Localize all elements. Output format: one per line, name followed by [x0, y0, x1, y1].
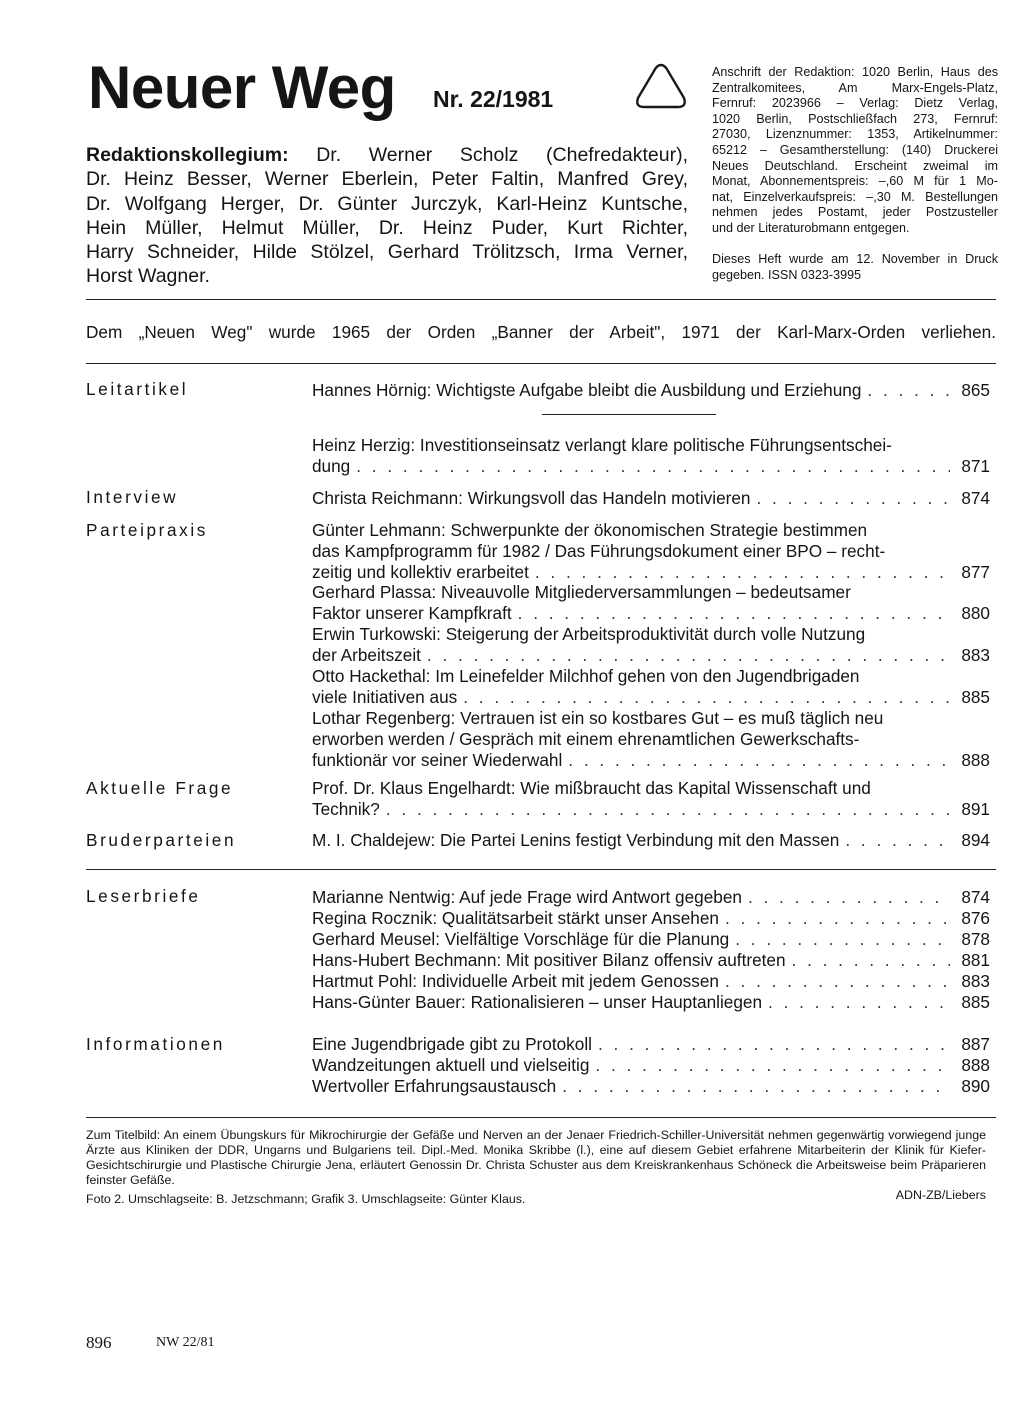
toc-entry[interactable]	[312, 887, 990, 908]
entry-line: Hans-Hubert Bechmann: Mit positiver Bilanz offensiv auftreten	[312, 950, 786, 970]
page-number: 887	[961, 1034, 990, 1054]
page-number: 876	[961, 908, 990, 928]
issue-number: Nr. 22/1981	[433, 86, 554, 112]
entry-line: der Arbeitszeit	[312, 645, 421, 665]
toc-entry[interactable]	[312, 624, 990, 666]
entry-line: Christa Reichmann: Wirkungsvoll das Handeln motivieren	[312, 488, 751, 508]
page-number: 894	[961, 830, 990, 850]
photo-credits: Foto 2. Umschlagseite: B. Jetzschmann; Grafik 3. Umschlagseite: Günter Klaus.	[86, 1192, 526, 1206]
board-label: Redaktionskollegium:	[86, 144, 289, 166]
orders-line: Dem „Neuen Weg" wurde 1965 der Orden „Banner der Arbeit", 1971 der Karl-Marx-Orden verliehen.	[86, 322, 996, 342]
magazine-title: Neuer Weg	[88, 54, 396, 121]
address-line: Anschrift der Redaktion: 1020 Berlin, Haus des	[712, 65, 998, 79]
page-number: 880	[961, 603, 990, 623]
page-number-footer: 896	[86, 1333, 112, 1352]
toc-list	[312, 887, 990, 1013]
toc-entry[interactable]	[312, 666, 990, 708]
issue-ref-footer: NW 22/81	[156, 1335, 215, 1350]
address-line: nehmen jedes Postamt, jeder Postzusteller	[712, 205, 998, 220]
category-interview: Interview	[86, 487, 179, 507]
entry-line: funktionär vor seiner Wiederwahl	[312, 750, 563, 770]
page-number: 885	[961, 992, 990, 1012]
page-number: 877	[961, 562, 990, 582]
entry-line: Regina Rocznik: Qualitätsarbeit stärkt unser Ansehen	[312, 908, 719, 928]
category-leitartikel: Leitartikel	[86, 379, 189, 399]
entry-line: zeitig und kollektiv erarbeitet	[312, 562, 529, 582]
board-line: Dr. Wolfgang Herger, Dr. Günter Jurczyk, Karl-Heinz Kuntsche,	[86, 192, 688, 215]
address-line: 27030, Lizenznummer: 1353, Artikelnummer:	[712, 127, 998, 142]
page-number: 883	[961, 971, 990, 991]
entry-line: dung	[312, 456, 351, 476]
short-divider	[542, 414, 716, 415]
toc-entry[interactable]	[312, 950, 990, 971]
entry-line: das Kampfprogramm für 1982 / Das Führungsdokument einer BPO – recht-	[312, 541, 886, 561]
entry-line: Günter Lehmann: Schwerpunkte der ökonomischen Strategie bestimmen	[312, 520, 868, 540]
entry-line: Hannes Hörnig: Wichtigste Aufgabe bleibt die Ausbildung und Erziehung	[312, 380, 862, 400]
toc-entry[interactable]	[312, 520, 990, 583]
address-line: Zentralkomitees, Am Marx-Engels-Platz,	[712, 80, 998, 95]
entry-line: Otto Hackethal: Im Leinefelder Milchhof gehen von den Jugendbrigaden	[312, 666, 860, 686]
page-number: 871	[961, 456, 990, 476]
entry-line: Hans-Günter Bauer: Rationalisieren – unser Hauptanliegen	[312, 992, 763, 1012]
entry-line: Prof. Dr. Klaus Engelhardt: Wie mißbraucht das Kapital Wissenschaft und	[312, 778, 871, 798]
entry-line: Gerhard Plassa: Niveauvolle Mitgliederversammlungen – bedeutsamer	[312, 582, 851, 602]
page-number: 890	[961, 1076, 990, 1096]
toc-entry[interactable]	[312, 992, 990, 1013]
category-parteipraxis: Parteipraxis	[86, 520, 208, 540]
board-line: Hein Müller, Helmut Müller, Dr. Heinz Puder, Kurt Richter,	[86, 216, 688, 239]
divider	[86, 869, 996, 870]
board-line: Dr. Werner Scholz (Chefredakteur),	[316, 144, 688, 166]
entry-line: Wandzeitungen aktuell und vielseitig	[312, 1055, 590, 1075]
toc-entry[interactable]	[312, 435, 990, 477]
category-bruderparteien: Bruderparteien	[86, 830, 237, 850]
toc-entry[interactable]	[312, 929, 990, 950]
toc-entry[interactable]	[312, 582, 990, 624]
entry-line: viele Initiativen aus	[312, 687, 458, 707]
entry-line: M. I. Chaldejew: Die Partei Lenins festigt Verbindung mit den Massen	[312, 830, 840, 850]
toc-entry[interactable]	[312, 1034, 990, 1055]
category-leserbriefe: Leserbriefe	[86, 886, 201, 906]
entry-line: Gerhard Meusel: Vielfältige Vorschläge für die Planung	[312, 929, 730, 949]
editorial-board	[86, 143, 688, 289]
page-number: 874	[961, 488, 990, 508]
page-number: 878	[961, 929, 990, 949]
entry-line: Lothar Regenberg: Vertrauen ist ein so kostbares Gut – es muß täglich neu	[312, 708, 884, 728]
toc-entry[interactable]	[312, 1076, 990, 1097]
toc-entry[interactable]	[312, 488, 990, 509]
address-line: nat, Einzelverkaufspreis: –,30 M. Bestellungen	[712, 189, 998, 204]
divider	[86, 299, 996, 300]
entry-line: Wertvoller Erfahrungsaustausch	[312, 1076, 557, 1096]
toc-entry[interactable]	[312, 830, 990, 851]
divider	[86, 1117, 996, 1118]
toc-entry[interactable]	[312, 778, 990, 820]
page-number: 883	[961, 645, 990, 665]
board-line: Harry Schneider, Hilde Stölzel, Gerhard Trölitzsch, Irma Verner,	[86, 241, 688, 264]
board-line: Dr. Heinz Besser, Werner Eberlein, Peter Faltin, Manfred Grey,	[86, 168, 688, 191]
page-number: 888	[961, 1055, 990, 1075]
address-line: Fernruf: 2023966 – Verlag: Dietz Verlag,	[712, 96, 998, 111]
toc-entry[interactable]	[312, 708, 990, 771]
page-number: 891	[961, 799, 990, 819]
page-number: 874	[961, 887, 990, 907]
press-note: Dieses Heft wurde am 12. November in Druck gegeben. ISSN 0323-3995	[712, 252, 998, 282]
entry-line: erworben werden / Gespräch mit einem ehrenamtlichen Gewerkschafts-	[312, 729, 860, 749]
triangle-logo-icon	[634, 62, 688, 110]
address-line: 65212 – Gesamtherstellung: (140) Druckerei	[712, 142, 998, 157]
entry-line: Faktor unserer Kampfkraft	[312, 603, 512, 623]
caption-text: Zum Titelbild: An einem Übungskurs für Mikrochirurgie der Gefäße und Nerven an der Jenaer Friedrich-Schiller-Universität nehmen gegenwärtig vorwiegend junge Ärzte aus Kliniken der DDR, Ungarns und Bulgariens teil. Dipl.-Med. Monika Skribbe (l.), eine auf diesem Gebiet erfahrene Mitarbeiterin der Klinik für Kiefer-Gesichtschirurgie und Plastische Chirurgie Jena, erläutert Genossin Dr. Christa Schuster aus dem Kreiskrankenhaus Schöneck die Arbeitsweise beim Präparieren feinster Gefäße.	[86, 1128, 986, 1187]
page-number: 885	[961, 687, 990, 707]
entry-line: Marianne Nentwig: Auf jede Frage wird Antwort gegeben	[312, 887, 742, 907]
address-line: Monat, Abonnementspreis: –,60 M für 1 Mo-	[712, 174, 998, 189]
entry-line: Erwin Turkowski: Steigerung der Arbeitsproduktivität durch volle Nutzung	[312, 624, 866, 644]
toc-list	[312, 1034, 990, 1097]
entry-line: Eine Jugendbrigade gibt zu Protokoll	[312, 1034, 592, 1054]
category-aktuelle-frage: Aktuelle Frage	[86, 778, 234, 798]
page-number: 881	[961, 950, 990, 970]
page-number: 865	[961, 380, 990, 400]
page-number: 888	[961, 750, 990, 770]
entry-line: Heinz Herzig: Investitionseinsatz verlangt klare politische Führungsentschei-	[312, 435, 892, 455]
address-line: 1020 Berlin, Postschließfach 273, Fernruf:	[712, 111, 998, 126]
board-line: Horst Wagner.	[86, 265, 210, 288]
editorial-address	[712, 65, 998, 237]
toc-entry[interactable]	[312, 908, 990, 929]
toc-entry[interactable]	[312, 1055, 990, 1076]
toc-entry[interactable]	[312, 380, 990, 401]
divider	[86, 363, 996, 364]
caption-credit: ADN-ZB/Liebers	[895, 1188, 986, 1202]
address-line: Neues Deutschland. Erscheint zweimal im	[712, 158, 998, 173]
entry-line: Technik?	[312, 799, 380, 819]
toc-entry[interactable]	[312, 971, 990, 992]
address-line: und der Literaturobmann entgegen.	[712, 220, 910, 235]
entry-line: Hartmut Pohl: Individuelle Arbeit mit jedem Genossen	[312, 971, 719, 991]
category-informationen: Informationen	[86, 1034, 225, 1054]
